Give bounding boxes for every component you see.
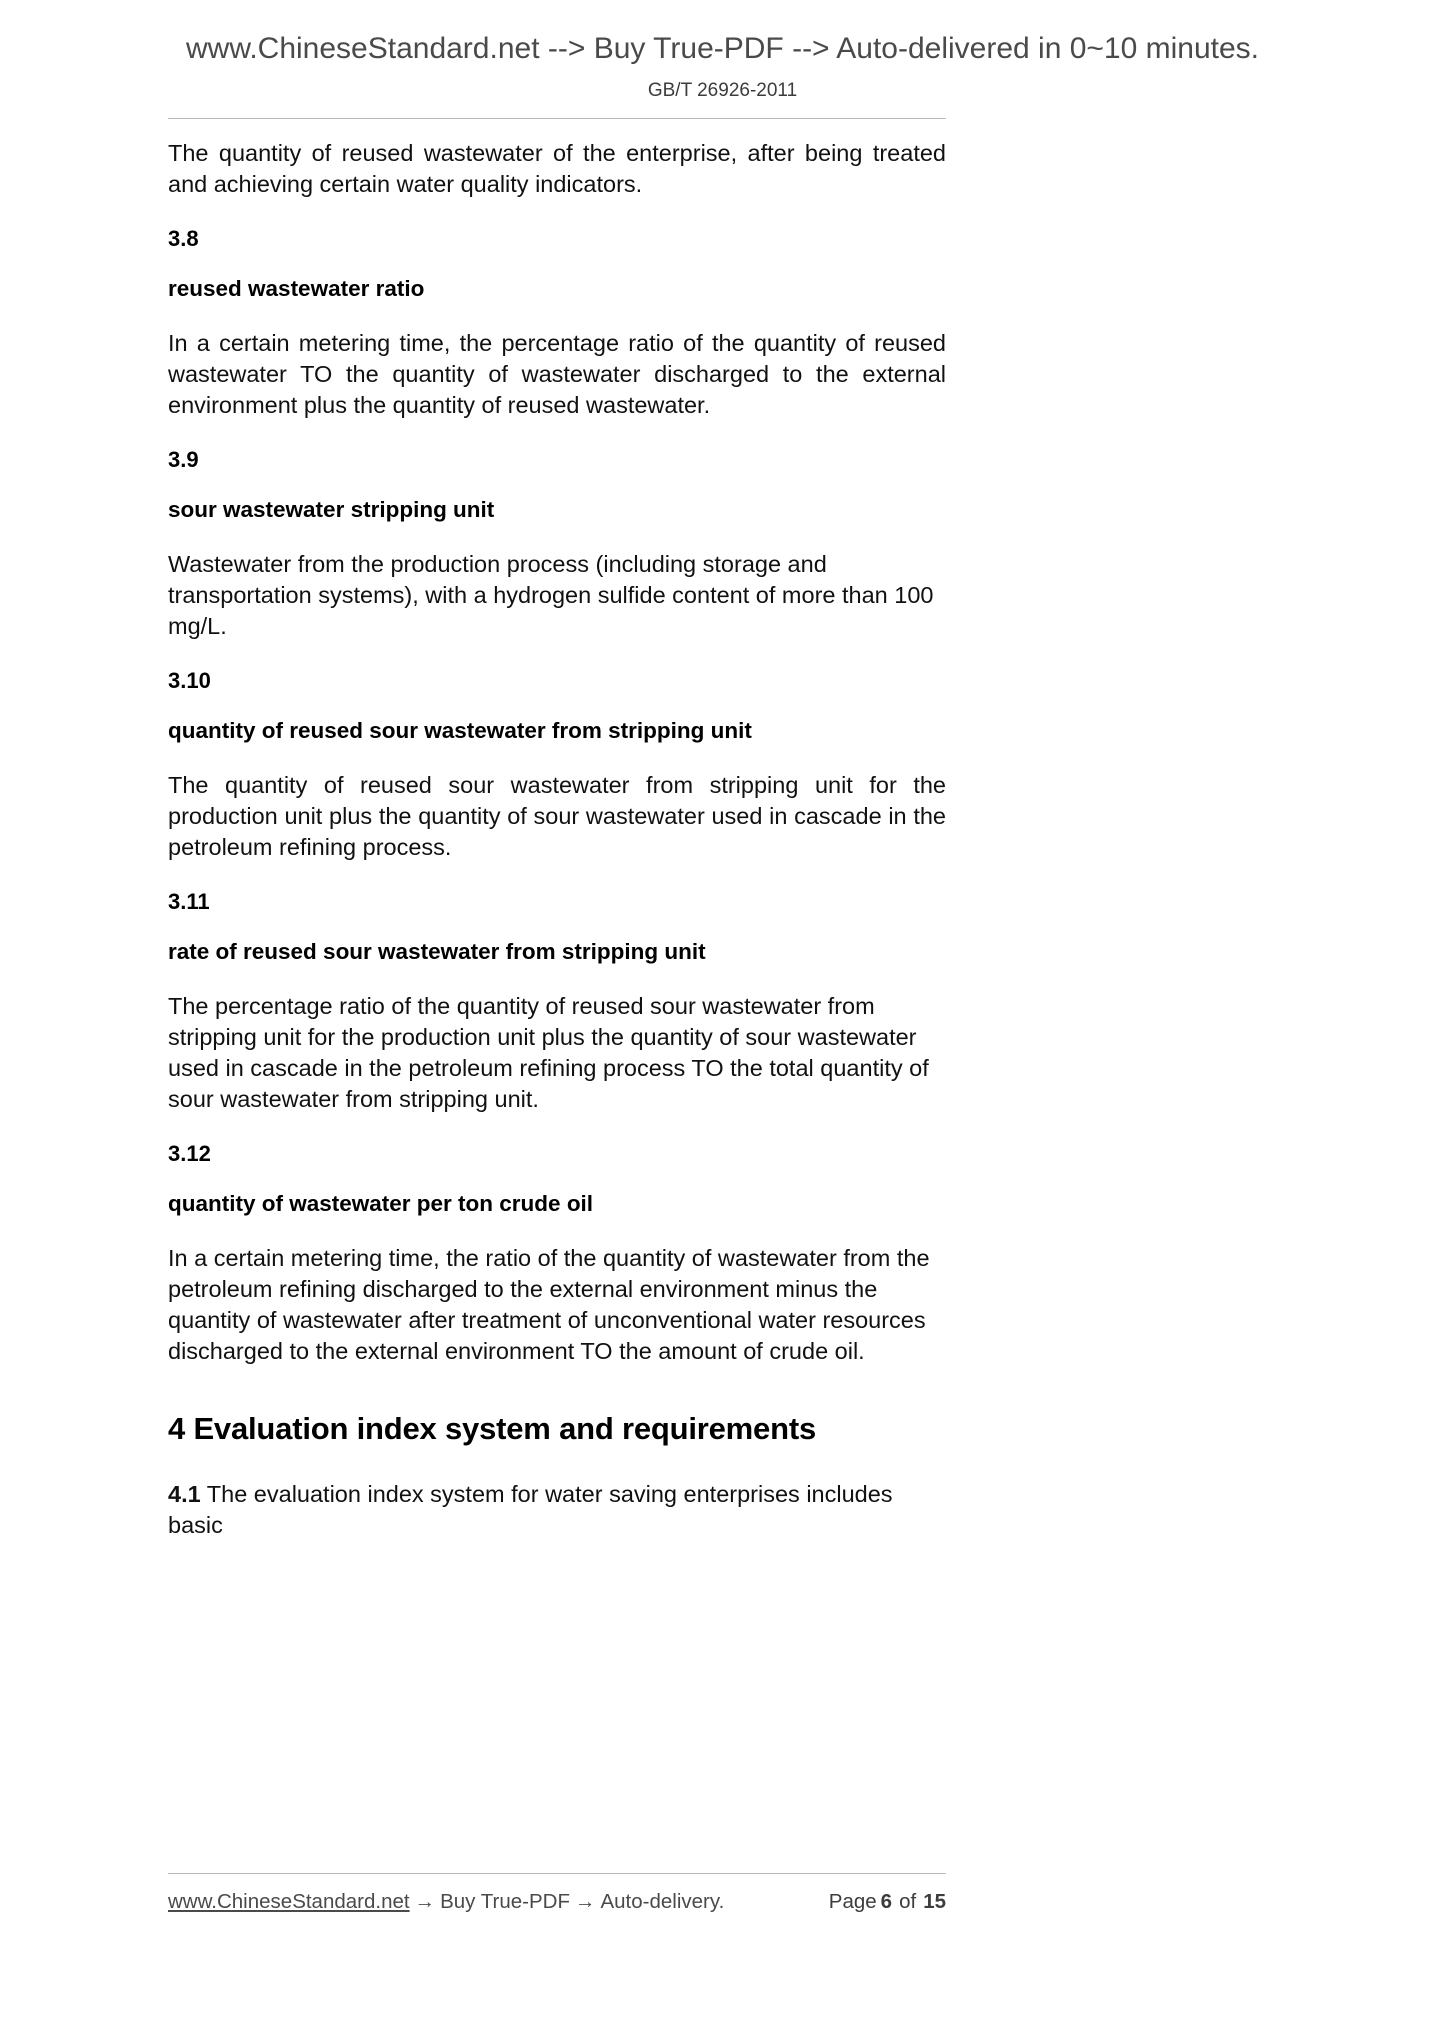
footer-buy-label: Buy True-PDF — [440, 1890, 570, 1913]
page-total: 15 — [923, 1890, 946, 1913]
page-label: Page — [828, 1890, 877, 1913]
clause-4-1-text: The evaluation index system for water saving enterprises includes basic — [168, 1481, 893, 1539]
clause-number-3-11: 3.11 — [168, 889, 210, 915]
header-divider — [168, 118, 946, 119]
standard-number: GB/T 26926-2011 — [647, 80, 798, 101]
clause-number-3-8: 3.8 — [168, 226, 199, 252]
page-indicator — [829, 1890, 946, 1914]
clause-definition-3-10: The quantity of reused sour wastewater from stripping unit for the production unit plus the quantity of sour wastewater used in cascade in the petroleum refining process. — [168, 772, 946, 861]
footer-arrow-2-icon: → — [574, 1890, 596, 1913]
intro-paragraph: The quantity of reused wastewater of the enterprise, after being treated and achieving certain water quality indicators. — [168, 140, 946, 198]
clause-term-3-11: rate of reused sour wastewater from stripping unit — [168, 939, 706, 965]
section-heading-4: 4 Evaluation index system and requirements — [168, 1411, 816, 1447]
clause-definition-3-8: In a certain metering time, the percentage ratio of the quantity of reused wastewater TO the quantity of wastewater discharged to the external environment plus the quantity of reused wastewater. — [168, 330, 946, 419]
promo-header-banner: www.ChineseStandard.net --> Buy True-PDF --> Auto-delivered in 0~10 minutes. — [185, 32, 1260, 65]
clause-number-3-9: 3.9 — [168, 447, 199, 473]
clause-4-1-paragraph — [168, 1479, 946, 1541]
clause-term-3-9: sour wastewater stripping unit — [168, 497, 495, 523]
clause-definition-3-11: The percentage ratio of the quantity of reused sour wastewater from stripping unit for the production unit plus the quantity of sour wastewater used in cascade in the petroleum refining process TO the total quantity of sour wastewater from stripping unit. — [168, 993, 929, 1113]
clause-number-3-10: 3.10 — [168, 668, 211, 694]
clause-term-3-10: quantity of reused sour wastewater from stripping unit — [168, 718, 752, 744]
clause-number-3-12: 3.12 — [168, 1141, 211, 1167]
footer-promo — [168, 1890, 724, 1914]
clause-number-4-1: 4.1 — [168, 1481, 201, 1508]
clause-definition-3-9: Wastewater from the production process (including storage and transportation systems), with a hydrogen sulfide content of more than 100 mg/L. — [168, 551, 934, 640]
document-content — [168, 138, 946, 1567]
footer-delivery-label: Auto-delivery. — [600, 1890, 725, 1913]
footer-arrow-1-icon: → — [414, 1890, 436, 1913]
page-of-label: of — [899, 1890, 917, 1913]
page-footer — [168, 1890, 946, 1914]
clause-definition-3-12: In a certain metering time, the ratio of the quantity of wastewater from the petroleum refining discharged to the external environment minus the quantity of wastewater after treatment of unconventional water resources discharged to the external environment TO the amount of crude oil. — [168, 1245, 930, 1365]
clause-term-3-12: quantity of wastewater per ton crude oil — [168, 1191, 594, 1217]
footer-site-link[interactable]: www.ChineseStandard.net — [168, 1890, 410, 1913]
footer-divider — [168, 1873, 946, 1874]
page-number: 6 — [880, 1890, 893, 1913]
clause-term-3-8: reused wastewater ratio — [168, 276, 425, 302]
